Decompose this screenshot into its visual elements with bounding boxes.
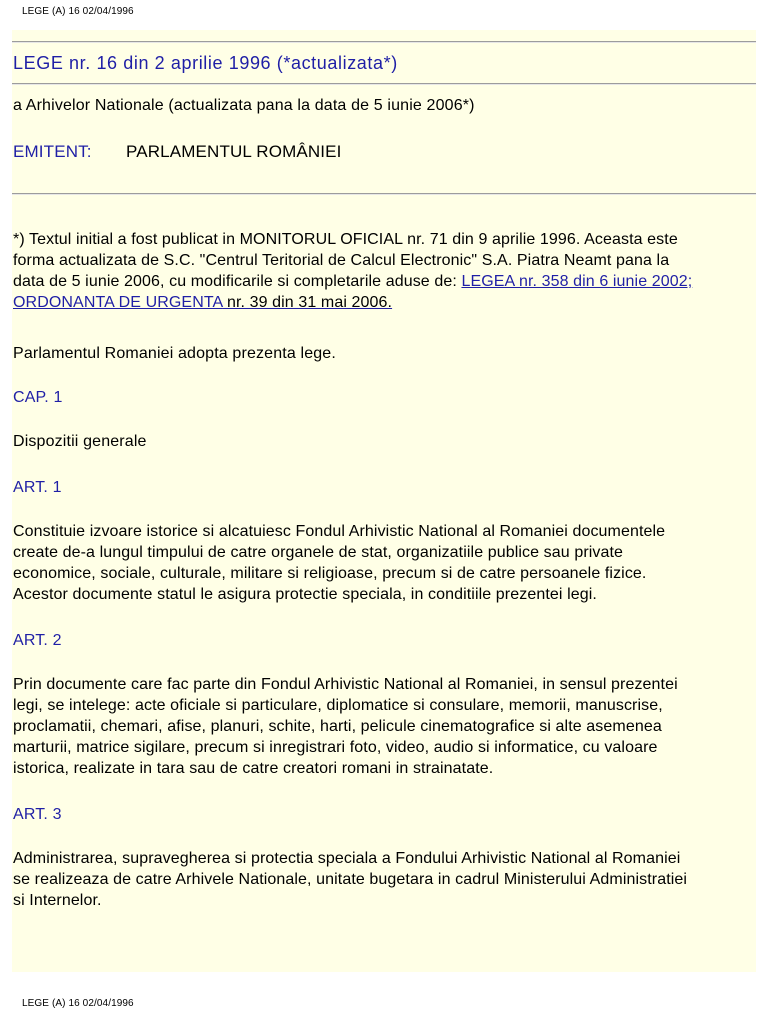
link-ordonanta-urgenta-39[interactable] bbox=[13, 294, 392, 311]
running-foot: LEGE (A) 16 02/04/1996 bbox=[22, 998, 134, 1009]
note-line: *) Textul initial a fost publicat in MONITORUL OFICIAL nr. 71 din 9 aprilie 1996. Aceasta este bbox=[13, 231, 678, 248]
top-divider bbox=[12, 41, 756, 43]
document-body bbox=[12, 30, 756, 972]
article-2-heading: ART. 2 bbox=[13, 632, 62, 649]
article-1-text bbox=[13, 521, 755, 605]
running-head: LEGE (A) 16 02/04/1996 bbox=[22, 6, 134, 17]
article-line: economice, sociale, culturale, militare si religioase, precum si de catre persoanele fizice. bbox=[13, 565, 647, 582]
article-3-text bbox=[13, 848, 755, 911]
law-subtitle: a Arhivelor Nationale (actualizata pana la data de 5 iunie 2006*) bbox=[13, 97, 475, 114]
title-divider bbox=[12, 83, 756, 85]
chapter-heading: CAP. 1 bbox=[13, 389, 63, 406]
article-line: Acestor documente statul le asigura protectie speciala, in conditiile prezentei legi. bbox=[13, 586, 597, 603]
note-line: forma actualizata de S.C. "Centrul Teritorial de Calcul Electronic" S.A. Piatra Neamt pana la bbox=[13, 252, 670, 269]
article-line: Prin documente care fac parte din Fondul Arhivistic National al Romaniei, in sensul prezentei bbox=[13, 676, 678, 693]
article-line: Constituie izvoare istorice si alcatuiesc Fondul Arhivistic National al Romaniei documentele bbox=[13, 523, 666, 540]
article-line: create de-a lungul timpului de catre organele de stat, organizatiile publice sau private bbox=[13, 544, 624, 561]
article-line: si Internelor. bbox=[13, 892, 102, 909]
article-line: Administrarea, supravegherea si protectia speciala a Fondului Arhivistic National al Romaniei bbox=[13, 850, 681, 867]
link-ordonanta-main: ORDONANTA DE URGENTA bbox=[13, 294, 223, 311]
note-line bbox=[13, 292, 755, 313]
article-line: legi, se intelege: acte oficiale si particulare, diplomatice si consulare, memorii, manuscrise, bbox=[13, 697, 663, 714]
article-line: proclamatii, chemari, afise, planuri, schite, harti, pelicule cinematografice si alte asemenea bbox=[13, 718, 662, 735]
link-ordonanta-rest: nr. 39 din 31 mai 2006. bbox=[222, 294, 393, 311]
emitent-divider bbox=[12, 193, 756, 195]
article-line: istorica, realizate in tara sau de catre creatori romani in strainatate. bbox=[13, 760, 494, 777]
emitent-value: PARLAMENTUL ROMÂNIEI bbox=[126, 142, 342, 161]
note-line bbox=[13, 271, 755, 292]
chapter-title: Dispozitii generale bbox=[13, 433, 147, 450]
article-3-heading: ART. 3 bbox=[13, 806, 62, 823]
article-line: marturii, matrice sigilare, precum si inregistrari foto, video, audio si informatice, cu valoare bbox=[13, 739, 658, 756]
publication-note bbox=[13, 229, 755, 313]
link-legea-358[interactable]: LEGEA nr. 358 din 6 iunie 2002; bbox=[461, 273, 693, 290]
emitent-row bbox=[13, 141, 342, 162]
law-title: LEGE nr. 16 din 2 aprilie 1996 (*actualizata*) bbox=[13, 53, 398, 73]
adoption-statement: Parlamentul Romaniei adopta prezenta lege. bbox=[13, 345, 336, 362]
emitent-label: EMITENT: bbox=[13, 142, 92, 161]
article-1-heading: ART. 1 bbox=[13, 479, 62, 496]
article-line: se realizeaza de catre Arhivele Nationale, unitate bugetara in cadrul Ministerului Administratiei bbox=[13, 871, 688, 888]
article-2-text bbox=[13, 674, 755, 779]
note-line-prefix: data de 5 iunie 2006, cu modificarile si completarile aduse de: bbox=[13, 273, 462, 290]
